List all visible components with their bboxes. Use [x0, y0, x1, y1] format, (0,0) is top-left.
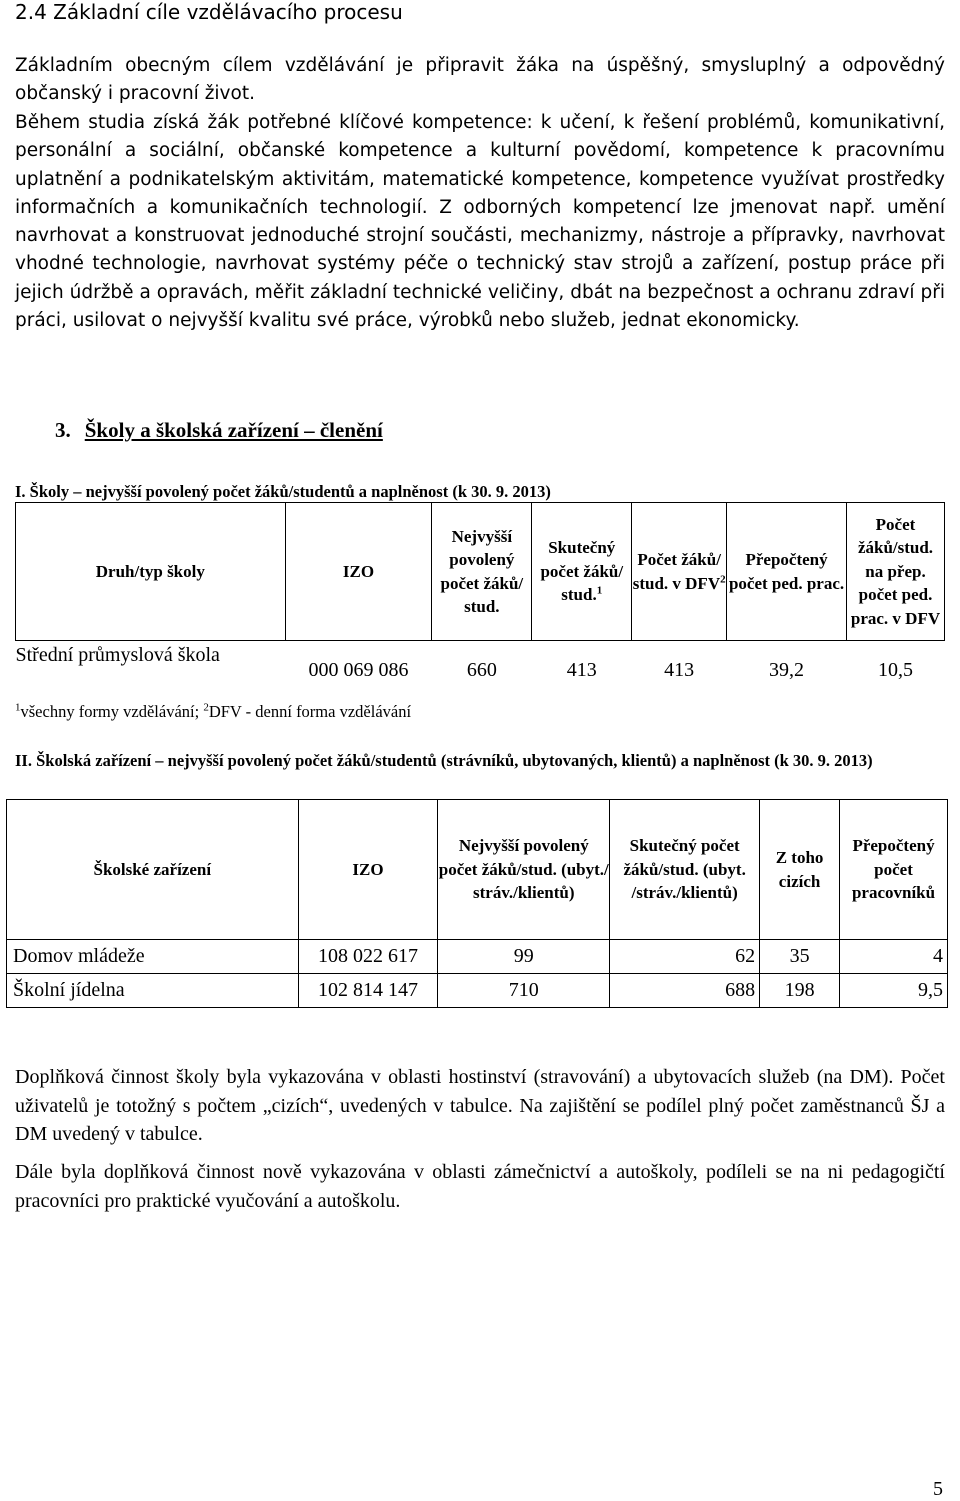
- cell-staff: 39,2: [769, 658, 805, 681]
- facilities-table: [6, 799, 948, 1008]
- col-max-capacity: Nejvyšší povolený počet žáků/stud. (ubyt./ stráv./klientů): [438, 800, 610, 940]
- col-facility: Školské zařízení: [7, 800, 299, 940]
- section-title: Školy a školská zařízení – členění: [84, 418, 383, 442]
- cell-izo: 000 069 086: [308, 658, 409, 681]
- table-row: [16, 641, 945, 699]
- table-row: [7, 974, 948, 1008]
- cell-actual: 62: [610, 940, 760, 974]
- section-3-title: [55, 418, 960, 443]
- col-max-capacity: Nejvyšší povolený počet žáků/ stud.: [432, 503, 532, 641]
- table2-caption: II. Školská zařízení – nejvyšší povolený počet žáků/studentů (strávníků, ubytovaných, klientů) a naplněnost (k 30. 9. 2013): [15, 751, 873, 770]
- page-number: 5: [933, 1478, 943, 1500]
- cell-actual: 688: [610, 974, 760, 1008]
- cell-staff: 4: [840, 940, 948, 974]
- cell-izo: 102 814 147: [298, 974, 438, 1008]
- section-number: 3.: [55, 418, 71, 442]
- col-izo: IZO: [298, 800, 438, 940]
- cell-foreign: 198: [760, 974, 840, 1008]
- col-dfv-count: Počet žáků/ stud. v DFV$^2$: [632, 503, 727, 641]
- cell-school-type: Střední průmyslová škola: [15, 644, 220, 666]
- paragraph-competences: Během studia získá žák potřebné klíčové kompetence: k učení, k řešení problémů, komunikativní, personální a sociální, občanské kompetence a kulturní povědomí, kompetence k pracovnímu uplatnění a podnikatelským aktivitám, matematické kompetence, kompetence využívat prostředky informačních a komunikačních technologií. Z odborných kompetencí lze jmenovat např. umění navrhovat a konstruovat jednoduché strojní součásti, mechanizmy, nástroje a přípravky, navrhovat vhodné technologie, navrhovat systémy péče o technický stav strojů a zařízení, postup práce při jejich údržbě a opravách, měřit základní technické veličiny, dbát na bezpečnost a ochranu zdraví při práci, usilovat o nejvyšší kvalitu své práce, výrobků nebo služeb, jednat ekonomicky.: [15, 112, 945, 332]
- cell-foreign: 35: [760, 940, 840, 974]
- cell-max: 710: [438, 974, 610, 1008]
- cell-izo: 108 022 617: [298, 940, 438, 974]
- col-teacher-count: Přepočtený počet ped. prac.: [727, 503, 847, 641]
- col-foreign: Z toho cizích: [760, 800, 840, 940]
- cell-staff: 9,5: [840, 974, 948, 1008]
- cell-facility: Domov mládeže: [7, 940, 299, 974]
- table1-caption: I. Školy – nejvyšší povolený počet žáků/studentů a naplněnost (k 30. 9. 2013): [15, 482, 551, 501]
- col-school-type: Druh/typ školy: [16, 503, 286, 641]
- cell-facility: Školní jídelna: [7, 974, 299, 1008]
- paragraph-goal: Základním obecným cílem vzdělávání je připravit žáka na úspěšný, smysluplný a odpovědný občanský i pracovní život.: [15, 55, 945, 105]
- cell-max: 660: [466, 658, 497, 681]
- cell-ratio: 10,5: [878, 658, 913, 681]
- col-actual-count: Skutečný počet žáků/stud. (ubyt. /stráv./klientů): [610, 800, 760, 940]
- col-staff: Přepočtený počet pracovníků: [840, 800, 948, 940]
- section-heading: 2.4 Základní cíle vzdělávacího procesu: [15, 0, 403, 24]
- col-ratio: Počet žáků/stud. na přep. počet ped. prac. v DFV: [847, 503, 945, 641]
- table1-header-row: [16, 503, 945, 641]
- cell-dfv: 413: [664, 658, 695, 681]
- table2-header-row: [7, 800, 948, 940]
- table-row: [7, 940, 948, 974]
- cell-actual: 413: [566, 658, 597, 681]
- col-actual-count: Skutečný počet žáků/ stud.$^1$: [532, 503, 632, 641]
- cell-max: 99: [438, 940, 610, 974]
- paragraph-additional-activity: Dále byla doplňková činnost nově vykazována v oblasti zámečnictví a autoškoly, podíleli se na ni pedagogičtí pracovníci pro praktické vyučování a autoškolu.: [15, 1161, 945, 1212]
- paragraph-supplementary-activity: Doplňková činnost školy byla vykazována v oblasti hostinství (stravování) a ubytovacích služeb (na DM). Počet uživatelů je totožný s počtem „cizích“, uvedených v tabulce. Na zajištění se podílel plný počet zaměstnanců ŠJ a DM uvedený v tabulce.: [15, 1066, 945, 1145]
- schools-table: [15, 502, 945, 699]
- table1-footnote: $^1$všechny formy vzdělávání; $^2$DFV - denní forma vzdělávání: [15, 701, 412, 721]
- col-izo: IZO: [285, 503, 432, 641]
